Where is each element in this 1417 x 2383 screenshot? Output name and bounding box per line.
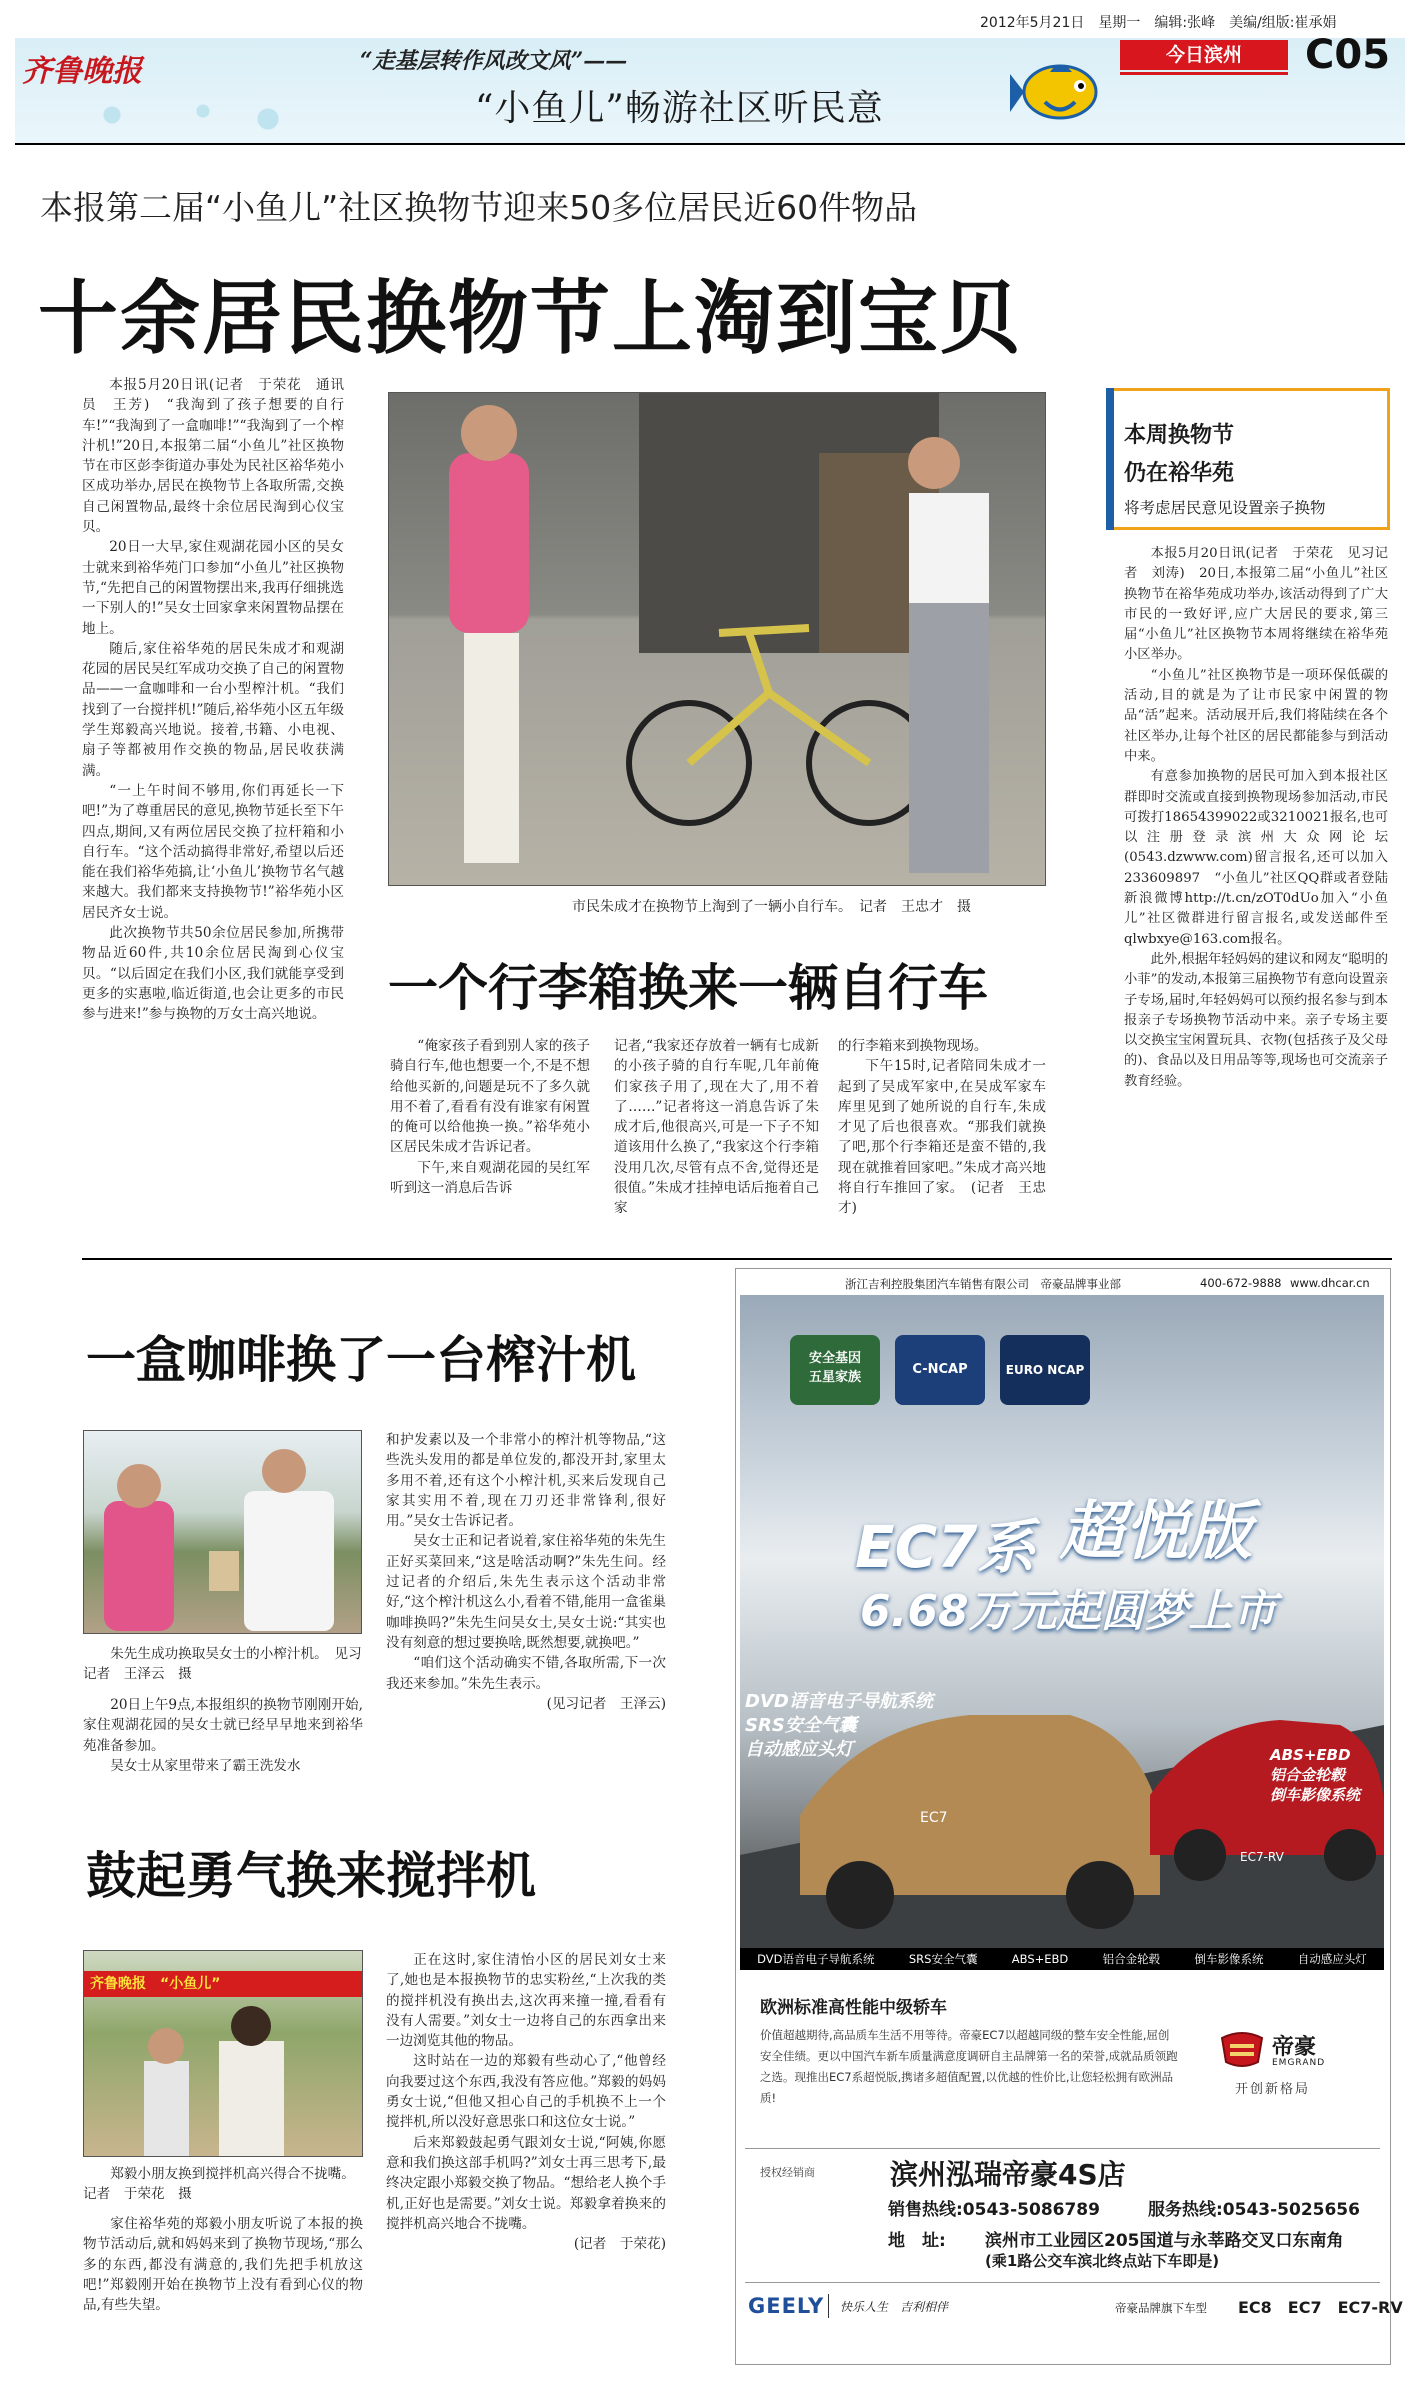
- story2-para: 和护发素以及一个非常小的榨汁机等物品,“这些洗头发用的都是单位发的,都没开封,家里太多用不着,还有这个小榨汁机,买来后发现自己家其实用不着,现在刀刃还非常锋利,很好用。”吴女士告诉记者。: [386, 1432, 666, 1530]
- story3-para: 家住裕华苑的郑毅小朋友听说了本报的换物节活动后,就和妈妈来到了换物节现场,“那么多的东西,都没有满意的,我们先把手机放这吧!”郑毅刚开始在换物节上没有看到心仪的物品,有些失望。: [83, 2216, 363, 2314]
- ad-feature: 倒车影像系统: [1194, 1952, 1264, 1966]
- story3-left-col: [83, 2214, 363, 2315]
- story3-byline: (记者 于荣花): [573, 2236, 666, 2253]
- ad-price: 6.68万元起圆梦上市: [860, 1586, 1277, 1637]
- lead-para: 20日一大早,家住观湖花园小区的吴女士就来到裕华苑门口参加“小鱼儿”社区换物节,“先把自己的闲置物摆出来,我再仔细挑选一下别人的!”吴女士回家拿来闲置物品摆在地上。: [82, 539, 344, 637]
- ad-footer-rule: [745, 2282, 1380, 2283]
- ad-sales-line: 销售热线:0543-5086789: [888, 2200, 1100, 2220]
- ad-phone-top: 400-672-9888: [1200, 1276, 1282, 1290]
- story3-right-col: [386, 1950, 666, 2254]
- ad-feature-strip: [740, 1948, 1384, 1970]
- emgrand-logo-icon: [1218, 2030, 1266, 2070]
- ad-car-feature-left: DVD语音电子导航系统 SRS安全气囊 自动感应头灯: [745, 1691, 933, 1760]
- sub1-para: “俺家孩子看到别人家的孩子骑自行车,他也想要一个,不是不想给他买新的,问题是玩不了多久就用不着了,看看有没有谁家有闲置的俺可以给他换一换。”裕华苑小区居民朱成才告诉记者。: [390, 1038, 590, 1156]
- sidebar-para: 本报5月20日讯(记者 于荣花 见习记者 刘涛) 20日,本报第二届“小鱼儿”社区换物节在裕华苑成功举办,该活动得到了广大市民的一致好评,应广大居民的要求,第三届“小鱼儿”社区换物节本周将继续在裕华苑小区举办。: [1124, 546, 1388, 663]
- ad-service-line: 服务热线:0543-5025656: [1148, 2200, 1360, 2220]
- ad-models: EC8 EC7 EC7-RV: [1238, 2298, 1403, 2317]
- story2-left-col: [83, 1695, 363, 1776]
- sidebar-body: [1124, 544, 1388, 1092]
- ad-badge-euroncap: EURO NCAP: [1000, 1335, 1090, 1405]
- ad-brand-en: EMGRAND: [1272, 2058, 1326, 2068]
- sub1-col2: [614, 1036, 819, 1219]
- sub1-para: 的行李箱来到换物现场。: [838, 1038, 988, 1054]
- ad-address: 滨州市工业园区205国道与永莘路交叉口东南角: [985, 2231, 1344, 2251]
- ad-car-ec7: EC7: [920, 1810, 948, 1826]
- story2-para: “咱们这个活动确实不错,各取所需,下一次我还来参加。”朱先生表示。: [386, 1655, 666, 1692]
- story3-para: 后来郑毅鼓起勇气跟刘女士说,“阿姨,你愿意和我们换这部手机吗?”刘女士再三思考下,最终决定跟小郑毅交换了物品。“想给老人换个手机,正好也是需要。”刘女士说。郑毅拿着换来的搅拌机高兴地合不拢嘴。: [386, 2134, 666, 2232]
- lead-para: 此次换物节共50余位居民参加,所携带物品近60件,共10余位居民淘到心仪宝贝。“以后固定在我们小区,我们就能享受到更多的实惠啦,临近街道,也会让更多的市民参与进来!”参与换物的万女士高兴地说。: [82, 925, 344, 1023]
- ad-dealer-rule: [745, 2148, 1380, 2149]
- story3-photo-banner: 齐鲁晚报 “小鱼儿”: [84, 1971, 362, 1997]
- story3-para: 正在这时,家住清怡小区的居民刘女士来了,她也是本报换物节的忠实粉丝,“上次我的类的搅拌机没有换出去,这次再来撞一撞,看看有没有人需要。”刘女士一边将自己的东西拿出来一边浏览其他的物品。: [386, 1952, 666, 2050]
- story2-para: 吴女士从家里带来了霸王洗发水: [110, 1757, 301, 1774]
- ad-brand-slogan: 开创新格局: [1235, 2082, 1311, 2097]
- ad-top-left: 浙江吉利控股集团汽车销售有限公司 帝豪品牌事业部: [845, 1277, 1121, 1291]
- ad-car-feature-right: ABS+EBD 铝合金轮毂 倒车影像系统: [1270, 1746, 1361, 1804]
- masthead-bubbles: [60, 95, 320, 135]
- sub1-col1: [390, 1036, 590, 1198]
- ad-dealer-label: 授权经销商: [760, 2166, 815, 2179]
- page-number: C05: [1305, 32, 1391, 78]
- sub1-para: 下午,来自观湖花园的吴红军听到这一消息后告诉: [390, 1159, 590, 1197]
- sub1-para: 记者,“我家还存放着一辆有七成新的小孩子骑的自行车呢,几年前俺们家孩子用了,现在大了,用不着了……”记者将这一消息告诉了朱成才后,他很高兴,可是一下子不知道该用什么换了,“我家这个行李箱没用几次,尽管有点不舍,觉得还是很值。”朱成才挂掉电话后拖着自己家: [614, 1038, 819, 1217]
- story2-byline: (见习记者 王泽云): [546, 1695, 666, 1712]
- ad-address-label: 地 址:: [888, 2231, 946, 2251]
- section-divider: [82, 1258, 1392, 1260]
- ad-euro-title: 欧洲标准高性能中级轿车: [760, 1998, 947, 2018]
- lead-para: 本报5月20日讯(记者 于荣花 通讯员 王芳) “我淘到了孩子想要的自行车!”“我淘到了一盒咖啡!”“我淘到了一个榨汁机!”20日,本报第二届“小鱼儿”社区换物节在市区彭李街道办事处为民社区裕华苑小区成功举办,居民在换物节上各取所需,交换自己闲置物品,最终十余位居民淘到心仪宝贝。: [82, 377, 344, 536]
- ad-model: EC7系: [855, 1513, 1036, 1581]
- geely-logo: GEELY: [748, 2294, 825, 2318]
- ad-models-label: 帝豪品牌旗下车型: [1115, 2301, 1207, 2315]
- ad-car-ec7rv: EC7-RV: [1240, 1850, 1284, 1864]
- story2-right-col: [386, 1430, 666, 1714]
- fish-logo-icon: [1010, 42, 1110, 137]
- lead-photo: [388, 392, 1046, 886]
- lead-para: 随后,家住裕华苑的居民朱成才和观湖花园的居民吴红军成功交换了自己的闲置物品——一盒咖啡和一台小型榨汁机。“我们找到了一台搅拌机!”随后,裕华苑小区五年级学生郑毅高兴地说。接着,书籍、小电视、扇子等都被用作交换的物品,居民收获满满。: [82, 640, 344, 779]
- story2-para: 20日上午9点,本报组织的换物节刚刚开始,家住观湖花园的吴女士就已经早早地来到裕华苑准备参加。: [83, 1697, 363, 1754]
- masthead-banner-title: “小鱼儿”畅游社区听民意: [475, 88, 884, 129]
- sidebar-para: 此外,根据年轻妈妈的建议和网友“聪明的小菲”的发动,本报第三届换物节有意向设置亲子专场,届时,年轻妈妈可以预约报名参与到本报亲子专场换物节活动中来。亲子专场主要以交换宝宝闲置玩具、衣物(包括孩子及父母的)、食品以及日用品等等,现场也可交流亲子教育经验。: [1124, 951, 1388, 1089]
- geely-slogan: 快乐人生 吉利相伴: [840, 2300, 949, 2314]
- ad-badge-cncap: C-NCAP: [895, 1335, 985, 1405]
- ad-dealer-name: 滨州泓瑞帝豪4S店: [890, 2158, 1126, 2191]
- lead-photo-caption: 市民朱成才在换物节上淘到了一辆小自行车。 记者 王忠才 摄: [572, 899, 971, 915]
- story2-para: 吴女士正和记者说着,家住裕华苑的朱先生正好买菜回来,“这是啥活动啊?”朱先生问。经过记者的介绍后,朱先生表示这个活动非常好,“这个榨汁机这么小,看着不错,能用一盒雀巢咖啡换吗?”朱先生问吴女士,吴女士说:“其实也没有刻意的想过要换啥,既然想要,就换吧。”: [386, 1533, 666, 1651]
- ad-footer-divider: [828, 2294, 829, 2318]
- lead-para: “一上午时间不够用,你们再延长一下吧!”为了尊重居民的意见,换物节延长至下午四点,期间,又有两位居民交换了拉杆箱和小自行车。“这个活动搞得非常好,希望以后还能在我们裕华苑搞,让‘小鱼儿’换物节名气越来越大。我们都来支持换物节!”裕华苑小区居民齐女士说。: [82, 782, 344, 921]
- story2-photo: [83, 1430, 362, 1634]
- sidebar-accent-bar: [1106, 388, 1114, 530]
- ad-tagline: 超悦版: [1060, 1495, 1252, 1569]
- ad-brand-cn: 帝豪: [1272, 2035, 1317, 2060]
- ad-euro-text: 价值超越期待,高品质车生活不用等待。帝豪EC7以超越同级的整车安全性能,屈创安全佳绩。更以中国汽车新车质量满意度调研自主品牌第一名的荣誉,成就品质领跑之选。现推出EC7系超悦版,携诸多超值配置,以优越的性价比,让您轻松拥有欧洲品质!: [760, 2028, 1178, 2105]
- sidebar-title-1: 本周换物节: [1124, 423, 1235, 448]
- story2-photo-caption: 朱先生成功换取吴女士的小榨汁机。 见习记者 王泽云 摄: [83, 1646, 362, 1682]
- sub-headline-suitcase-bike: 一个行李箱换来一辆自行车: [388, 959, 988, 1017]
- section-tab-line: [1120, 72, 1288, 75]
- ad-feature: DVD语音电子导航系统: [757, 1952, 875, 1966]
- sidebar-title-2: 仍在裕华苑: [1124, 461, 1235, 486]
- ad-feature: 自动感应头灯: [1297, 1952, 1367, 1966]
- ad-website: www.dhcar.cn: [1290, 1276, 1370, 1290]
- story3-para: 这时站在一边的郑毅有些动心了,“他曾经向我要过这个东西,我没有答应他。”郑毅的妈妈勇女士说,“但他又担心自己的手机换不上一个搅拌机,所以没好意思张口和这位女士说。”: [386, 2053, 666, 2131]
- sub1-para: 下午15时,记者陪同朱成才一起到了吴成军家中,在吴成军家车库里见到了她所说的自行车,朱成才见了后也很喜欢。“那我们就换了吧,那个行李箱还是蛮不错的,我现在就推着回家吧。”朱成才高兴地将自行车推回了家。 (记者 王忠才): [838, 1058, 1046, 1217]
- ad-address-2: (乘1路公交车滨北终点站下车即是): [985, 2252, 1220, 2270]
- ad-badge-safety: 安全基因 五星家族: [790, 1335, 880, 1405]
- dateline: 2012年5月21日 星期一 编辑:张峰 美编/组版:崔承娟: [980, 15, 1337, 31]
- ad-feature: ABS+EBD: [1011, 1952, 1069, 1966]
- story3-photo-caption: 郑毅小朋友换到搅拌机高兴得合不拢嘴。 记者 于荣花 摄: [83, 2166, 362, 2202]
- lead-headline: 十余居民换物节上淘到宝贝: [38, 272, 1022, 365]
- sidebar-subtitle: 将考虑居民意见设置亲子换物: [1124, 499, 1326, 517]
- ad-feature: 铝合金轮毂: [1102, 1952, 1161, 1966]
- story2-headline: 一盒咖啡换了一台榨汁机: [86, 1331, 636, 1389]
- story3-headline: 鼓起勇气换来搅拌机: [86, 1847, 536, 1905]
- section-tab: 今日滨州: [1120, 40, 1288, 70]
- lead-body-col1: [82, 375, 344, 1025]
- lead-kicker: 本报第二届“小鱼儿”社区换物节迎来50多位居民近60件物品: [40, 188, 918, 227]
- sidebar-para: “小鱼儿”社区换物节是一项环保低碳的活动,目的就是为了让市民家中闲置的物品“活”起来。活动展开后,我们将陆续在各个社区举办,让每个社区的居民都能参与到活动中来。: [1124, 667, 1388, 764]
- sidebar-para: 有意参加换物的居民可加入到本报社区群即时交流或直接到换物现场参加活动,市民可拨打18654399022或3210021报名,也可以注册登录滨州大众网论坛(0543.dzwww.com)留言报名,还可以加入233609897 “小鱼儿”社区QQ群或者登陆新浪微博http://t.cn/zOT0dUo加入“小鱼儿”社区微群进行留言报名,或发送邮件至qlwbxye@163.com报名。: [1124, 769, 1388, 947]
- sub1-col3: [838, 1036, 1046, 1219]
- masthead-logo: 齐鲁晚报: [22, 54, 142, 89]
- ad-feature: SRS安全气囊: [908, 1952, 978, 1966]
- masthead-slogan: “走基层转作风改文风”——: [360, 48, 628, 74]
- story3-photo: [83, 1950, 363, 2157]
